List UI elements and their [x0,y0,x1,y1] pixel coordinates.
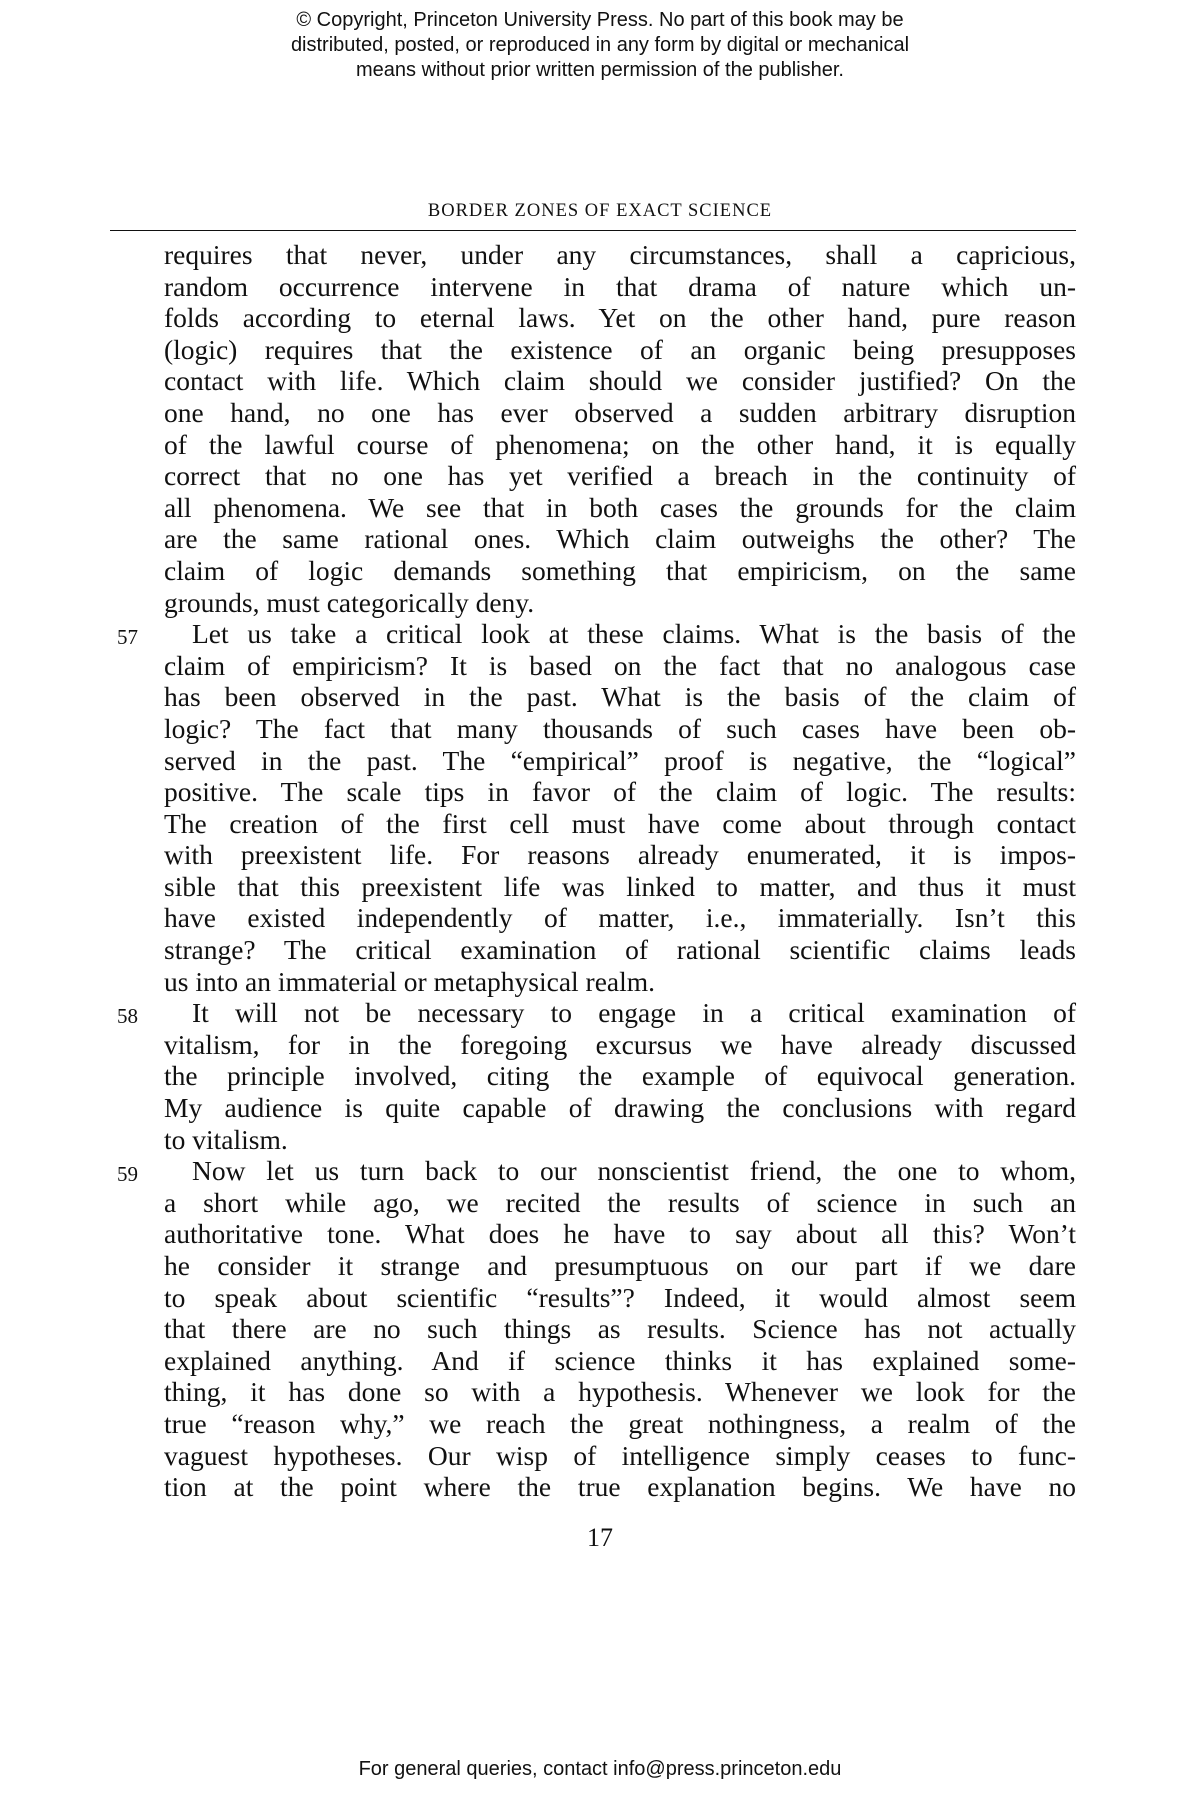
text-line: strange? The critical examination of rational scientific claims leads [164,934,1076,966]
text-line: one hand, no one has ever observed a sudden arbitrary disruption [164,396,1076,428]
text-line: contact with life. Which claim should we consider justified? On the [164,365,1076,397]
text-line: vitalism, for in the foregoing excursus we have already discussed [164,1028,1076,1060]
text-line: explained anything. And if science thinks it has explained some- [164,1344,1076,1376]
copyright-notice [0,8,1200,83]
text-line: served in the past. The “empirical” proof is negative, the “logical” [164,744,1076,776]
text-line: thing, it has done so with a hypothesis. Whenever we look for the [164,1376,1076,1408]
text-line: that there are no such things as results. Science has not actually [164,1313,1076,1345]
text-line: folds according to eternal laws. Yet on the other hand, pure reason [164,302,1076,334]
text-line: tion at the point where the true explanation begins. We have no [164,1471,1076,1503]
text-line: are the same rational ones. Which claim outweighs the other? The [164,523,1076,555]
text-line: The creation of the first cell must have come about through contact [164,807,1076,839]
paragraph [164,239,1076,618]
text-line: correct that no one has yet verified a breach in the continuity of [164,460,1076,492]
paragraph-number: 57 [117,625,138,650]
paragraph-number: 59 [117,1162,138,1187]
text-line: with preexistent life. For reasons already enumerated, it is impos- [164,839,1076,871]
page-number: 17 [587,1523,613,1552]
footer-contact: For general queries, contact info@press.princeton.edu [358,1758,842,1780]
text-line: logic? The fact that many thousands of such cases have been ob- [164,712,1076,744]
text-line: Let us take a critical look at these claims. What is the basis of the [192,618,1076,650]
text-line: My audience is quite capable of drawing the conclusions with regard [164,1092,1076,1124]
text-line: grounds, must categorically deny. [164,586,535,618]
copyright-line: distributed, posted, or reproduced in any form by digital or mechanical [290,34,910,56]
text-line: random occurrence intervene in that drama of nature which un- [164,270,1076,302]
text-line: a short while ago, we recited the results of science in such an [164,1186,1076,1218]
text-line: Now let us turn back to our nonscientist friend, the one to whom, [192,1155,1076,1187]
text-line: (logic) requires that the existence of an organic being presupposes [164,333,1076,365]
text-line: sible that this preexistent life was linked to matter, and thus it must [164,870,1076,902]
text-line: all phenomena. We see that in both cases the grounds for the claim [164,491,1076,523]
running-head: BORDER ZONES OF EXACT SCIENCE [427,201,773,221]
header-rule [110,230,1076,231]
text-line: he consider it strange and presumptuous on our part if we dare [164,1250,1076,1281]
text-line: has been observed in the past. What is the basis of the claim of [164,681,1076,713]
paragraph-number: 58 [117,1004,138,1029]
text-line: the principle involved, citing the example of equivocal generation. [164,1060,1076,1092]
text-line: authoritative tone. What does he have to say about all this? Won’t [164,1218,1076,1250]
paragraph [117,618,1076,997]
text-line: to speak about scientific “results”? Indeed, it would almost seem [164,1281,1076,1313]
text-line: us into an immaterial or metaphysical realm. [164,965,656,997]
body-text [117,239,1076,1503]
copyright-line: © Copyright, Princeton University Press. No part of this book may be [296,9,904,31]
text-line: positive. The scale tips in favor of the claim of logic. The results: [164,776,1076,808]
text-line: have existed independently of matter, i.e., immaterially. Isn’t this [164,902,1076,934]
copyright-line: means without prior written permission of the publisher. [355,59,844,81]
text-line: of the lawful course of phenomena; on the other hand, it is equally [164,428,1076,460]
text-line: claim of empiricism? It is based on the fact that no analogous case [164,649,1076,681]
text-line: vaguest hypotheses. Our wisp of intelligence simply ceases to func- [164,1439,1076,1471]
text-line: requires that never, under any circumstances, shall a capricious, [164,239,1076,270]
text-line: It will not be necessary to engage in a critical examination of [192,997,1076,1029]
paragraph [117,997,1076,1155]
text-line: to vitalism. [164,1123,288,1155]
paragraph [117,1155,1076,1503]
text-line: claim of logic demands something that empiricism, on the same [164,554,1076,586]
text-line: true “reason why,” we reach the great nothingness, a realm of the [164,1407,1076,1439]
